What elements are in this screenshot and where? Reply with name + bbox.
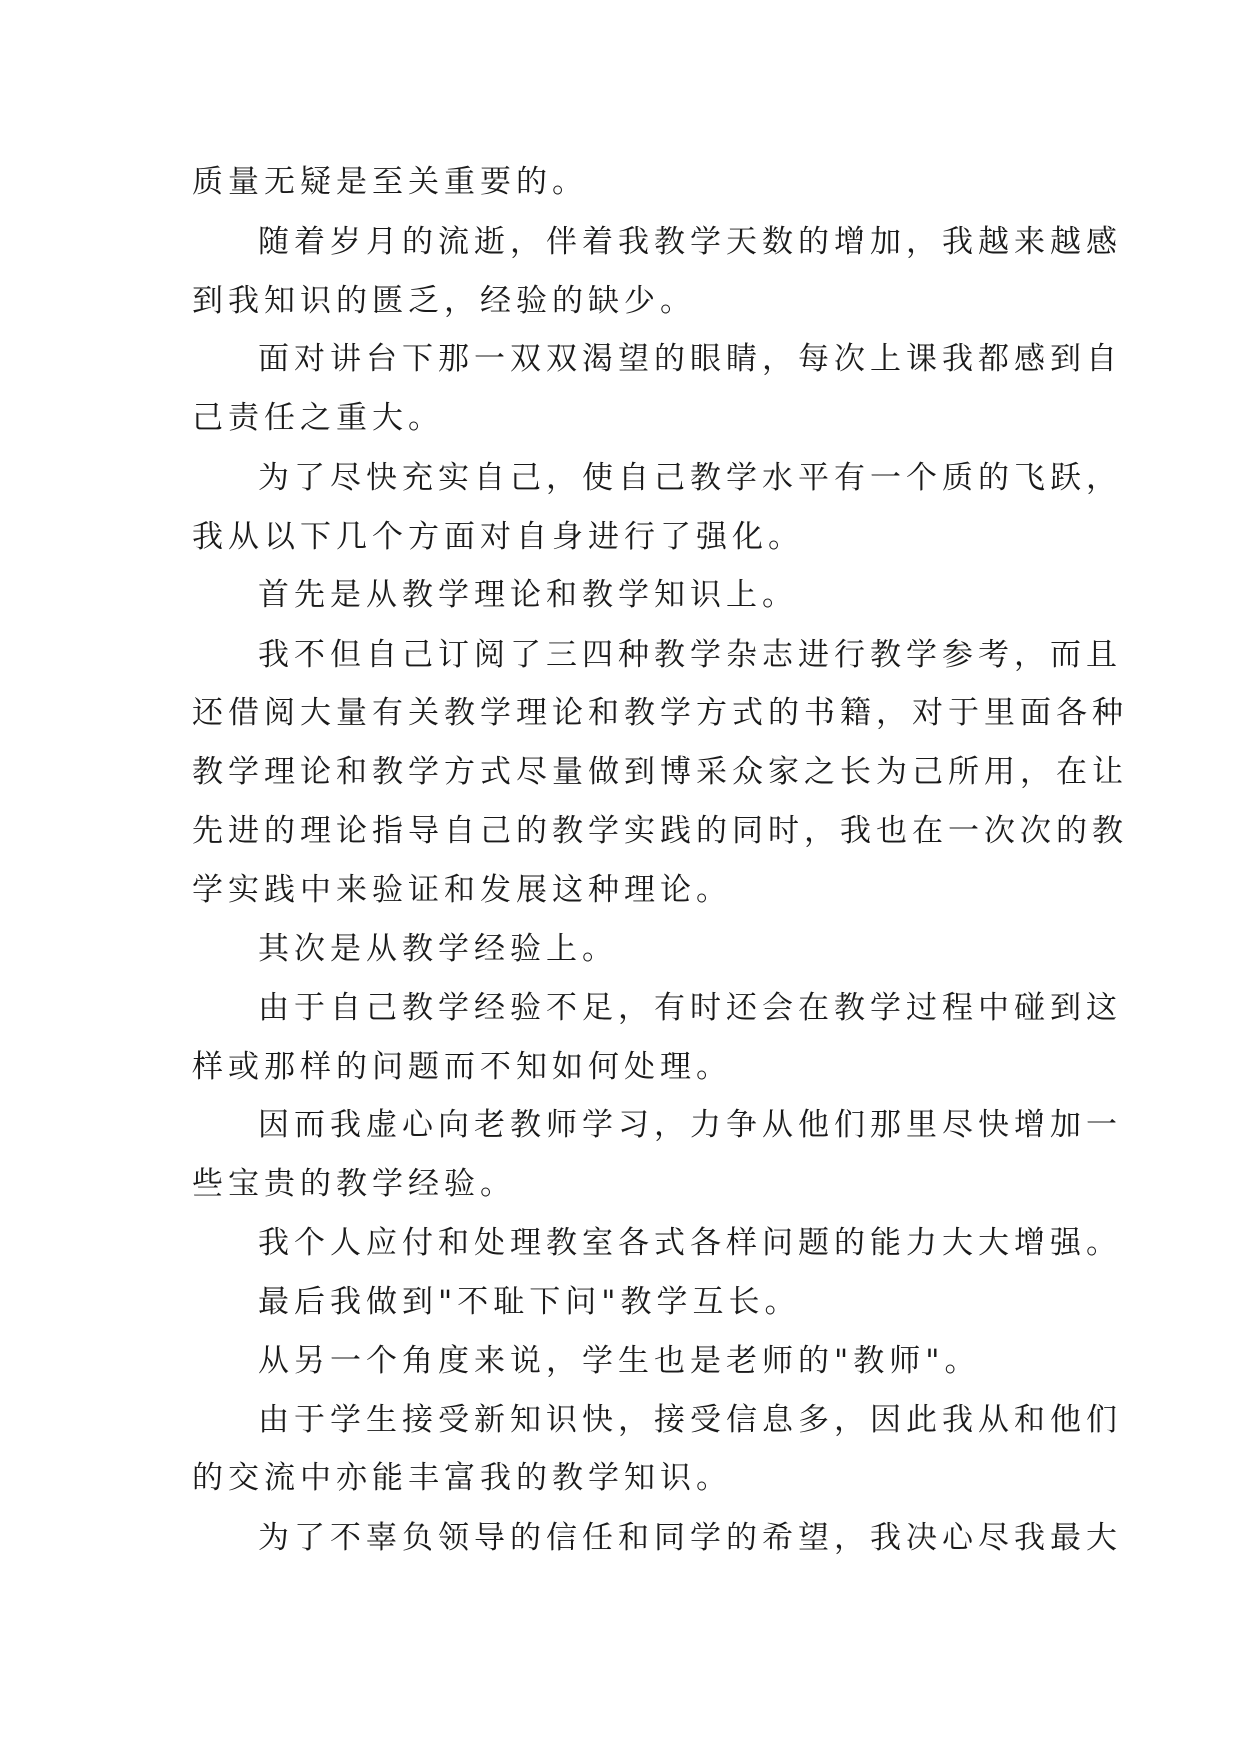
text-line: 我不但自己订阅了三四种教学杂志进行教学参考，而且 [258,637,1122,673]
text-line: 首先是从教学理论和教学知识上。 [258,577,798,613]
text-line: 我个人应付和处理教室各式各样问题的能力大大增强。 [258,1225,1122,1261]
text-line: 为了尽快充实自己，使自己教学水平有一个质的飞跃， [258,460,1122,496]
text-line: 先进的理论指导自己的教学实践的同时，我也在一次次的教 [192,813,1128,849]
text-line: 还借阅大量有关教学理论和教学方式的书籍，对于里面各种 [192,695,1128,731]
text-line: 样或那样的问题而不知如何处理。 [192,1049,732,1085]
text-line: 的交流中亦能丰富我的教学知识。 [192,1460,732,1496]
text-line: 其次是从教学经验上。 [258,931,618,967]
text-line: 由于学生接受新知识快，接受信息多，因此我从和他们 [258,1402,1122,1438]
text-line: 因而我虚心向老教师学习，力争从他们那里尽快增加一 [258,1107,1122,1143]
text-line: 教学理论和教学方式尽量做到博采众家之长为己所用，在让 [192,754,1128,790]
text-line: 质量无疑是至关重要的。 [192,164,588,200]
text-line: 些宝贵的教学经验。 [192,1166,516,1202]
text-line: 己责任之重大。 [192,400,444,436]
text-line: 由于自己教学经验不足，有时还会在教学过程中碰到这 [258,990,1122,1026]
text-line: 从另一个角度来说，学生也是老师的"教师"。 [258,1343,981,1379]
text-line: 随着岁月的流逝，伴着我教学天数的增加，我越来越感 [258,224,1122,260]
text-line: 最后我做到"不耻下问"教学互长。 [258,1284,801,1320]
text-line: 为了不辜负领导的信任和同学的希望，我决心尽我最大 [258,1520,1122,1556]
text-line: 我从以下几个方面对自身进行了强化。 [192,519,804,555]
text-line: 面对讲台下那一双双渴望的眼睛，每次上课我都感到自 [258,341,1122,377]
text-line: 学实践中来验证和发展这种理论。 [192,872,732,908]
text-line: 到我知识的匮乏，经验的缺少。 [192,283,696,319]
